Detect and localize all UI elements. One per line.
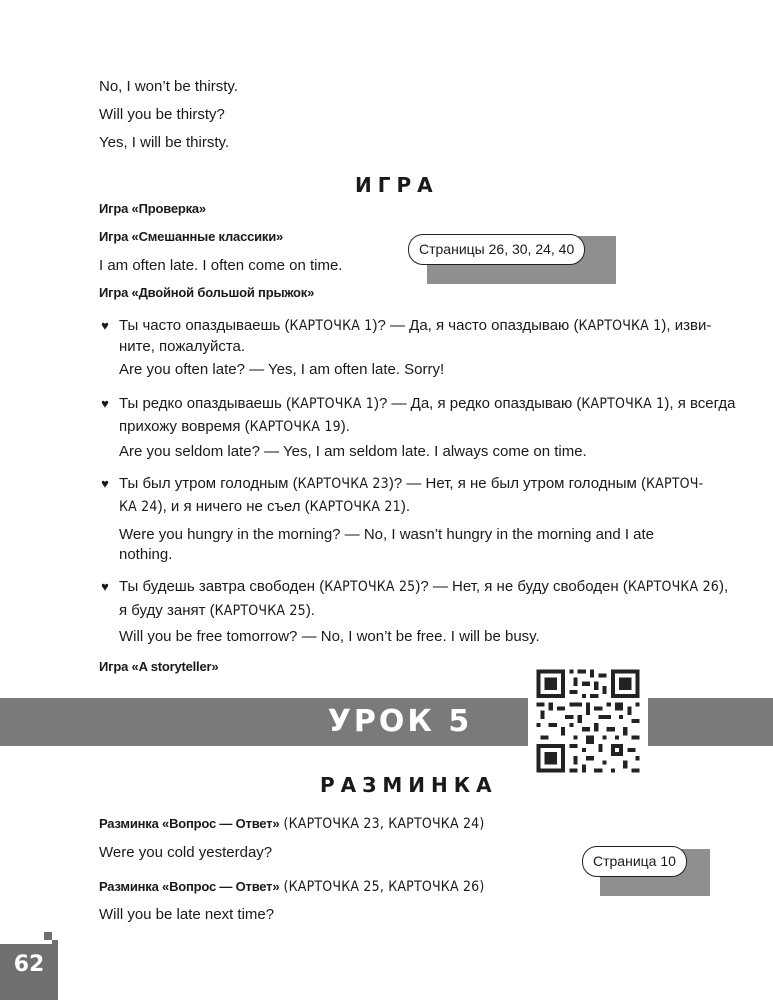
bullet-3-en-line-1: Were you hungry in the morning? — No, I wasn’t hungry in the morning and I ate xyxy=(119,526,655,543)
bullet-1-ru-line-1: Ты часто опаздываешь (КАРТОЧКА 1)? — Да, я часто опаздываю (КАРТОЧКА 1), изви- xyxy=(119,317,712,334)
bullet-4-ru-line-1: Ты будешь завтра свободен (КАРТОЧКА 25)? — Нет, я не буду свободен (КАРТОЧКА 26), xyxy=(119,578,729,595)
card-ref: КАРТОЧ- xyxy=(646,476,704,492)
game-double-jump-label: Игра «Двойной большой прыжок» xyxy=(99,285,315,300)
bullet-1-ru-line-2: ните, пожалуйста. xyxy=(119,338,246,355)
card-ref: КАРТОЧКА 25 xyxy=(324,579,416,595)
warmup-1-sentence: Were you cold yesterday? xyxy=(99,844,273,861)
warmup-2 xyxy=(99,877,485,897)
card-ref: (КАРТОЧКА 25, КАРТОЧКА 26) xyxy=(283,879,485,895)
intro-line-2: Will you be thirsty? xyxy=(99,106,225,123)
lesson-title: УРОК 5 xyxy=(327,704,473,739)
bullet-2-ru-line-2: прихожу вовремя (КАРТОЧКА 19). xyxy=(119,418,350,435)
card-ref: КАРТОЧКА 25 xyxy=(214,603,306,619)
card-ref: КАРТОЧКА 19 xyxy=(249,419,341,435)
heart-icon: ♥ xyxy=(101,579,109,594)
card-ref: КАРТОЧКА 1 xyxy=(581,396,665,412)
page-corner-notch xyxy=(44,932,52,940)
card-ref: (КАРТОЧКА 23, КАРТОЧКА 24) xyxy=(283,816,485,832)
bullet-2-ru-line-1: Ты редко опаздываешь (КАРТОЧКА 1)? — Да, я редко опаздываю (КАРТОЧКА 1), я всегда xyxy=(119,395,736,412)
card-ref: КАРТОЧКА 1 xyxy=(578,318,662,334)
bullet-1-en: Are you often late? — Yes, I am often late. Sorry! xyxy=(119,361,445,378)
warmup-2-sentence: Will you be late next time? xyxy=(99,906,275,923)
warmup-2-label: Разминка «Вопрос — Ответ» xyxy=(99,879,280,894)
card-ref: КАРТОЧКА 1 xyxy=(289,318,373,334)
warmup-1-label: Разминка «Вопрос — Ответ» xyxy=(99,816,280,831)
qr-code-icon[interactable] xyxy=(528,661,648,781)
bullet-3-en-line-2: nothing. xyxy=(119,546,173,563)
card-ref: КА 24 xyxy=(119,499,158,515)
game-mixed-hopscotch-label: Игра «Смешанные классики» xyxy=(99,229,284,244)
game-section-title: ИГРА xyxy=(355,173,439,197)
card-ref: КАРТОЧКА 21 xyxy=(309,499,401,515)
intro-line-3: Yes, I will be thirsty. xyxy=(99,134,230,151)
bullet-4-en: Will you be free tomorrow? — No, I won’t be free. I will be busy. xyxy=(119,628,540,645)
storyteller-game-label: Игра «A storyteller» xyxy=(99,659,219,674)
bullet-4-ru-line-2: я буду занят (КАРТОЧКА 25). xyxy=(119,602,315,619)
card-ref: КАРТОЧКА 23 xyxy=(297,476,389,492)
game-sentence: I am often late. I often come on time. xyxy=(99,257,343,274)
heart-icon: ♥ xyxy=(101,396,109,411)
pages-reference-pill: Страницы 26, 30, 24, 40 xyxy=(408,234,585,265)
page-number: 62 xyxy=(13,952,45,977)
card-ref: КАРТОЧКА 26 xyxy=(627,579,719,595)
bullet-2-en: Are you seldom late? — Yes, I am seldom late. I always come on time. xyxy=(119,443,587,460)
warmup-section-title: РАЗМИНКА xyxy=(320,773,498,797)
warmup-1 xyxy=(99,814,485,834)
bullet-3-ru-line-2: КА 24), и я ничего не съел (КАРТОЧКА 21). xyxy=(119,498,410,515)
heart-icon: ♥ xyxy=(101,318,109,333)
card-ref: КАРТОЧКА 1 xyxy=(291,396,374,412)
bullet-3-ru-line-1: Ты был утром голодным (КАРТОЧКА 23)? — Нет, я не был утром голодным (КАРТОЧ- xyxy=(119,475,704,492)
page-reference-pill: Страница 10 xyxy=(582,846,687,877)
game-check-label: Игра «Проверка» xyxy=(99,201,206,216)
intro-line-1: No, I won’t be thirsty. xyxy=(99,78,238,95)
heart-icon: ♥ xyxy=(101,476,109,491)
